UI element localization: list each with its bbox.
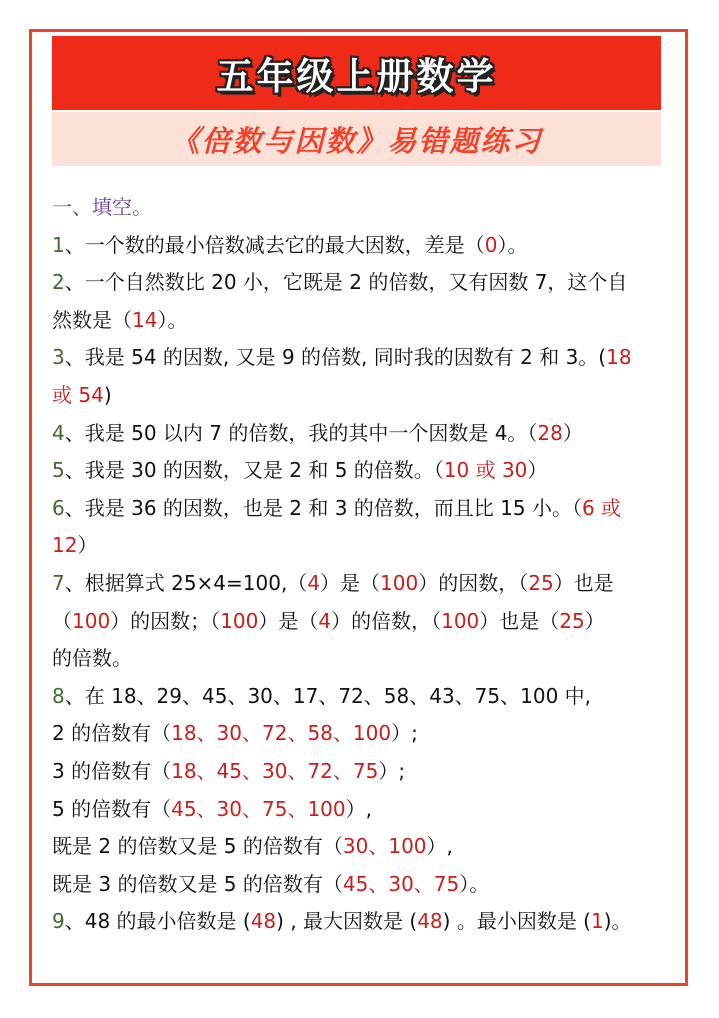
question-text: ) , 最大因数是 ( bbox=[276, 909, 418, 934]
question-text: 2 的倍数有（ bbox=[52, 721, 172, 746]
exercise-content bbox=[52, 189, 670, 941]
question-text: 、我是 50 以内 7 的倍数，我的其中一个因数是 4。（ bbox=[64, 420, 538, 445]
answer: 0 bbox=[484, 232, 498, 257]
question-text: ）, bbox=[426, 834, 453, 859]
question-text: 、我是 36 的因数，也是 2 和 3 的倍数，而且比 15 小。（ bbox=[64, 495, 582, 520]
question-text: ） bbox=[584, 608, 605, 633]
question-text: 、一个数的最小倍数减去它的最大因数，差是（ bbox=[64, 232, 485, 257]
question-4 bbox=[52, 415, 670, 453]
question-7-line-2 bbox=[52, 603, 670, 641]
subtitle-banner bbox=[52, 112, 661, 166]
answer: 48 bbox=[417, 909, 443, 934]
answer: 14 bbox=[132, 307, 158, 332]
question-number: 3 bbox=[52, 345, 65, 370]
question-number: 5 bbox=[52, 458, 65, 483]
question-text: ）。 bbox=[157, 307, 188, 332]
answer: 12 bbox=[52, 533, 78, 558]
answer: 1 bbox=[590, 909, 604, 934]
answer: 10 或 30 bbox=[443, 458, 528, 483]
question-text: 既是 2 的倍数又是 5 的倍数有（ bbox=[52, 834, 343, 859]
question-3-line-2 bbox=[52, 377, 670, 415]
question-text: ）的因数；（ bbox=[110, 608, 221, 633]
question-text: 、48 的最小倍数是 ( bbox=[64, 909, 251, 934]
question-7-line-3 bbox=[52, 640, 670, 678]
question-9 bbox=[52, 903, 670, 941]
question-text: ）的因数，（ bbox=[418, 570, 529, 595]
answer: 25 bbox=[528, 570, 554, 595]
answer: 18 bbox=[606, 345, 632, 370]
question-8-row-3 bbox=[52, 791, 670, 829]
question-text: 的倍数。 bbox=[52, 646, 132, 671]
title-banner bbox=[52, 36, 661, 110]
question-text: ）也是 bbox=[553, 570, 614, 595]
question-1 bbox=[52, 227, 670, 265]
question-6-line-2 bbox=[52, 527, 670, 565]
question-text: ）也是（ bbox=[479, 608, 560, 633]
answer: 100 bbox=[380, 570, 419, 595]
question-7-line-1 bbox=[52, 565, 670, 603]
answer: 45、30、75 bbox=[342, 871, 460, 896]
question-8-intro bbox=[52, 678, 670, 716]
question-5 bbox=[52, 452, 670, 490]
answer: 6 或 bbox=[581, 495, 622, 520]
question-8-row-5 bbox=[52, 866, 670, 904]
question-text: ) 。最小因数是 ( bbox=[442, 909, 591, 934]
question-text: ）的倍数，（ bbox=[331, 608, 442, 633]
question-number: 9 bbox=[52, 909, 65, 934]
question-text: （ bbox=[52, 608, 72, 633]
answer: 30、100 bbox=[342, 834, 427, 859]
question-text: ） bbox=[77, 533, 98, 558]
question-number: 8 bbox=[52, 683, 65, 708]
question-6-line-1 bbox=[52, 490, 670, 528]
question-text: ）, bbox=[345, 796, 372, 821]
answer: 25 bbox=[559, 608, 585, 633]
question-text: )。 bbox=[603, 909, 632, 934]
question-8-row-4 bbox=[52, 828, 670, 866]
question-2-line-1 bbox=[52, 264, 670, 302]
answer: 或 54 bbox=[52, 382, 104, 407]
answer: 100 bbox=[220, 608, 259, 633]
question-number: 4 bbox=[52, 420, 65, 445]
answer: 100 bbox=[72, 608, 111, 633]
question-text: ）是（ bbox=[320, 570, 381, 595]
answer: 48 bbox=[250, 909, 277, 934]
question-2-line-2 bbox=[52, 302, 670, 340]
question-text: 、我是 54 的因数, 又是 9 的倍数, 同时我的因数有 2 和 3。( bbox=[64, 345, 607, 370]
question-text: ）。 bbox=[459, 871, 490, 896]
question-number: 2 bbox=[52, 270, 65, 295]
question-number: 6 bbox=[52, 495, 65, 520]
question-text: 、根据算式 25×4=100,（ bbox=[64, 570, 308, 595]
answer: 4 bbox=[307, 570, 321, 595]
question-number: 1 bbox=[52, 232, 65, 257]
answer: 4 bbox=[318, 608, 332, 633]
answer: 18、30、72、58、100 bbox=[171, 721, 392, 746]
answer: 45、30、75、100 bbox=[171, 796, 346, 821]
question-text: 5 的倍数有（ bbox=[52, 796, 172, 821]
question-number: 7 bbox=[52, 570, 65, 595]
question-text: ） bbox=[527, 458, 548, 483]
question-text: 、在 18、29、45、30、17、72、58、43、75、100 中, bbox=[64, 683, 592, 708]
question-8-row-1 bbox=[52, 715, 670, 753]
question-text: ）。 bbox=[497, 232, 528, 257]
question-text: 、我是 30 的因数，又是 2 和 5 的倍数。（ bbox=[64, 458, 444, 483]
question-text: ）; bbox=[391, 721, 418, 746]
question-3-line-1 bbox=[52, 339, 670, 377]
section-heading: 一、填空。 bbox=[52, 195, 152, 219]
answer: 18、45、30、72、75 bbox=[171, 758, 379, 783]
answer: 28 bbox=[537, 420, 563, 445]
answer: 100 bbox=[441, 608, 480, 633]
question-text: 然数是（ bbox=[52, 307, 132, 332]
question-text: 、一个自然数比 20 小，它既是 2 的倍数，又有因数 7，这个自 bbox=[64, 270, 628, 295]
question-text: ）是（ bbox=[258, 608, 319, 633]
question-8-row-2 bbox=[52, 753, 670, 791]
question-text: ) bbox=[103, 382, 112, 407]
question-text: ） bbox=[562, 420, 583, 445]
page-subtitle: 《倍数与因数》易错题练习 bbox=[170, 123, 543, 158]
question-text: 3 的倍数有（ bbox=[52, 758, 172, 783]
question-text: ）; bbox=[378, 758, 406, 783]
question-text: 既是 3 的倍数又是 5 的倍数有（ bbox=[52, 871, 343, 896]
page-title: 五年级上册数学 bbox=[216, 55, 497, 98]
